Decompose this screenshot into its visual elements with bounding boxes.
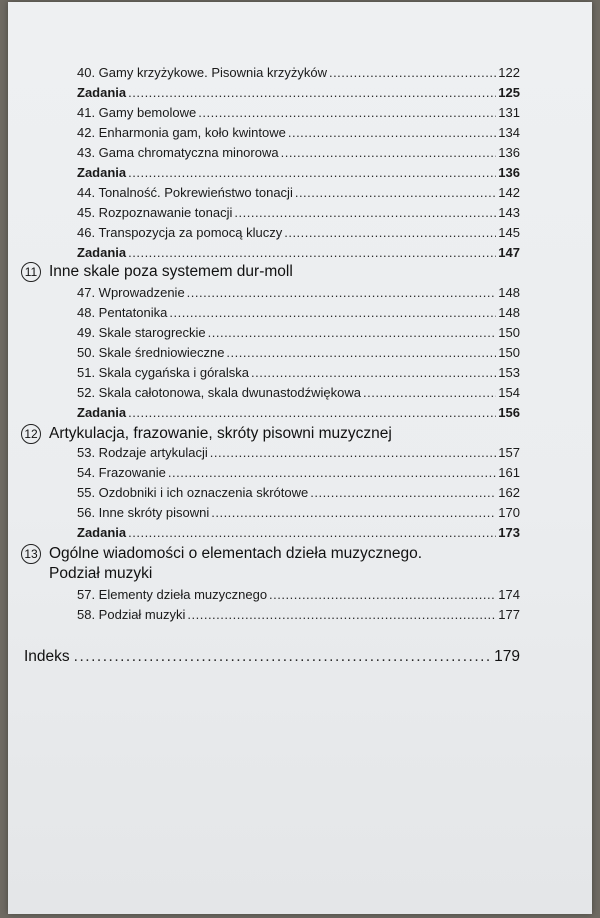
chapter-heading-12 — [21, 424, 392, 444]
toc-entry-page: 136 — [498, 165, 520, 180]
leader-dots — [211, 504, 496, 522]
toc-entry-label: 43. Gama chromatyczna minorowa — [77, 145, 279, 160]
toc-entry — [77, 484, 520, 502]
toc-entry-page: 148 — [498, 305, 520, 320]
toc-entry-label: 40. Gamy krzyżykowe. Pisownia krzyżyków — [77, 65, 327, 80]
toc-entry-label: 55. Ozdobniki i ich oznaczenia skrótowe — [77, 485, 309, 500]
leader-dots — [363, 384, 496, 402]
toc-entry-page: 150 — [498, 325, 520, 340]
toc-entry-label: Zadania — [77, 165, 127, 180]
leader-dots — [208, 324, 497, 342]
toc-entry — [77, 144, 520, 162]
toc-entry-page: 153 — [498, 365, 520, 380]
leader-dots — [288, 124, 496, 142]
leader-dots — [251, 364, 496, 382]
toc-entry-label: 52. Skala całotonowa, skala dwunastodźwiękowa — [77, 385, 362, 400]
leader-dots — [310, 484, 496, 502]
toc-entry-page: 142 — [498, 185, 520, 200]
toc-entry-label: 42. Enharmonia gam, koło kwintowe — [77, 125, 286, 140]
chapter-number-badge: 12 — [21, 424, 41, 444]
toc-entry-page: 161 — [498, 465, 520, 480]
leader-dots — [210, 444, 497, 462]
toc-entry-label: 47. Wprowadzenie — [77, 285, 185, 300]
leader-dots — [284, 224, 496, 242]
toc-entry — [77, 224, 520, 242]
leader-dots — [128, 244, 496, 262]
toc-entry-page: 147 — [498, 245, 520, 260]
toc-entry — [77, 324, 520, 342]
toc-entry-page: 174 — [498, 587, 520, 602]
book-page — [8, 2, 592, 914]
leader-dots — [128, 164, 496, 182]
toc-entry-page: 136 — [498, 145, 520, 160]
index-label: Indeks — [24, 648, 70, 665]
toc-entry-label: Zadania — [77, 245, 127, 260]
leader-dots — [269, 586, 496, 604]
index-entry — [24, 648, 520, 666]
toc-entry-label: 53. Rodzaje artykulacji — [77, 445, 208, 460]
toc-entry-label: 54. Frazowanie — [77, 465, 166, 480]
leader-dots — [128, 404, 496, 422]
leader-dots — [128, 84, 496, 102]
index-page: 179 — [494, 648, 520, 665]
toc-entry — [77, 586, 520, 604]
leader-dots — [295, 184, 496, 202]
toc-entry-label: Zadania — [77, 85, 127, 100]
toc-entry — [77, 304, 520, 322]
toc-entry — [77, 464, 520, 482]
leader-dots — [187, 284, 497, 302]
leader-dots — [168, 464, 496, 482]
chapter-heading-13 — [21, 544, 422, 564]
toc-entry — [77, 184, 520, 202]
chapter-title: Ogólne wiadomości o elementach dzieła muzycznego. — [49, 545, 423, 562]
toc-entry-page: 125 — [498, 85, 520, 100]
leader-dots — [329, 64, 496, 82]
chapter-heading-11 — [21, 262, 293, 282]
toc-entry — [77, 606, 520, 624]
toc-entry-label: 49. Skale starogreckie — [77, 325, 206, 340]
toc-entry — [77, 364, 520, 382]
toc-entry-label: 45. Rozpoznawanie tonacji — [77, 205, 233, 220]
toc-entry-label: 51. Skala cygańska i góralska — [77, 365, 249, 380]
leader-dots — [281, 144, 497, 162]
leader-dots — [128, 524, 496, 542]
chapter-title: Artykulacja, frazowanie, skróty pisowni muzycznej — [49, 425, 392, 442]
leader-dots — [226, 344, 496, 362]
leader-dots — [74, 648, 490, 666]
toc-entry-label: 58. Podział muzyki — [77, 607, 186, 622]
toc-entry-page: 134 — [498, 125, 520, 140]
toc-entry — [77, 504, 520, 522]
toc-entry-page: 156 — [498, 405, 520, 420]
leader-dots — [169, 304, 496, 322]
toc-entry-label: 56. Inne skróty pisowni — [77, 505, 210, 520]
toc-entry-page: 157 — [498, 445, 520, 460]
toc-entry-page: 150 — [498, 345, 520, 360]
toc-entry-exercises — [77, 84, 520, 102]
toc-entry-label: Zadania — [77, 405, 127, 420]
toc-entry-page: 131 — [498, 105, 520, 120]
toc-entry — [77, 344, 520, 362]
toc-entry-page: 162 — [498, 485, 520, 500]
chapter-title: Inne skale poza systemem dur-moll — [49, 263, 293, 280]
toc-entry-exercises — [77, 244, 520, 262]
leader-dots — [187, 606, 496, 624]
toc-entry-label: 57. Elementy dzieła muzycznego — [77, 587, 268, 602]
chapter-number-badge: 11 — [21, 262, 41, 282]
toc-entry-page: 170 — [498, 505, 520, 520]
toc-entry — [77, 104, 520, 122]
toc-entry — [77, 284, 520, 302]
toc-entry-label: 46. Transpozycja za pomocą kluczy — [77, 225, 283, 240]
toc-entry-page: 148 — [498, 285, 520, 300]
toc-entry-page: 177 — [498, 607, 520, 622]
toc-entry-page: 173 — [498, 525, 520, 540]
toc-entry — [77, 444, 520, 462]
toc-entry-exercises — [77, 524, 520, 542]
toc-entry-label: 41. Gamy bemolowe — [77, 105, 197, 120]
toc-entry-page: 154 — [498, 385, 520, 400]
leader-dots — [234, 204, 496, 222]
leader-dots — [198, 104, 496, 122]
toc-entry-exercises — [77, 164, 520, 182]
toc-entry — [77, 204, 520, 222]
toc-entry-page: 145 — [498, 225, 520, 240]
toc-entry — [77, 384, 520, 402]
toc-entry-page: 122 — [498, 65, 520, 80]
toc-entry — [77, 64, 520, 82]
toc-entry-label: Zadania — [77, 525, 127, 540]
toc-entry-label: 44. Tonalność. Pokrewieństwo tonacji — [77, 185, 293, 200]
toc-entry-label: 48. Pentatonika — [77, 305, 168, 320]
toc-entry-label: 50. Skale średniowieczne — [77, 345, 225, 360]
chapter-title-line2: Podział muzyki — [49, 565, 153, 582]
chapter-number-badge: 13 — [21, 544, 41, 564]
toc-entry-page: 143 — [498, 205, 520, 220]
toc-entry — [77, 124, 520, 142]
toc-entry-exercises — [77, 404, 520, 422]
